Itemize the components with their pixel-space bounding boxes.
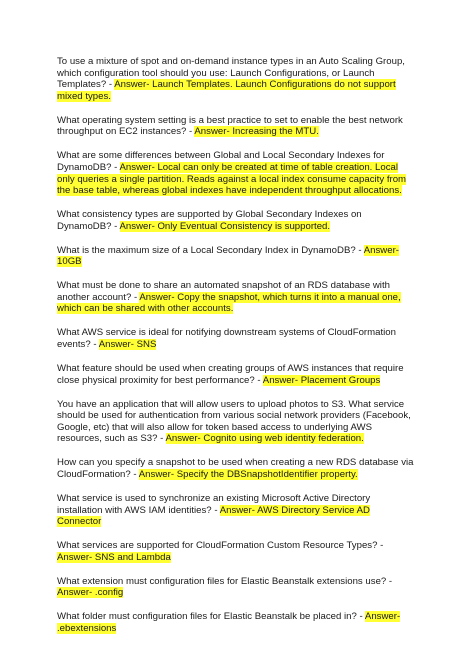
question-text: What are some differences between Global and Local Secondary Indexes for DynamoDB? - xyxy=(57,150,385,173)
answer-highlight: Answer- SNS xyxy=(98,339,157,351)
question-text: What feature should be used when creating groups of AWS instances that require close physical proximity for best performance? - xyxy=(57,363,404,386)
qa-item-14 xyxy=(57,611,416,634)
qa-item-7 xyxy=(57,327,416,350)
qa-item-10 xyxy=(57,457,416,480)
qa-item-2 xyxy=(57,115,416,138)
question-text: What folder must configuration files for Elastic Beanstalk be placed in? - xyxy=(57,611,365,623)
answer-highlight: Answer- Copy the snapshot, which turns it into a manual one, which can be shared with other accounts. xyxy=(57,291,401,315)
answer-highlight: Answer- Specify the DBSnapshotIdentifier property. xyxy=(138,468,358,480)
answer-highlight: Answer- Only Eventual Consistency is supported. xyxy=(119,220,331,232)
question-text: How can you specify a snapshot to be used when creating a new RDS database via CloudFormation? - xyxy=(57,457,414,480)
question-text: What extension must configuration files for Elastic Beanstalk extensions use? - xyxy=(57,575,393,587)
qa-item-8 xyxy=(57,363,416,386)
question-text: What consistency types are supported by Global Secondary Indexes on DynamoDB? - xyxy=(57,209,362,232)
qa-item-1 xyxy=(57,56,416,102)
question-text: What must be done to share an automated snapshot of an RDS database with another account? - xyxy=(57,280,390,303)
qa-item-11 xyxy=(57,493,416,528)
answer-highlight: Answer- 10GB xyxy=(57,244,400,268)
question-text: You have an application that will allow users to upload photos to S3. What service should be used for authentication from various social network providers (Facebook, Google, etc) that will also allow for token based access to underlying AWS resources, such as S3? - xyxy=(57,398,411,445)
qa-item-12 xyxy=(57,540,416,563)
qa-item-4 xyxy=(57,209,416,232)
answer-highlight: Answer- .ebextensions xyxy=(57,611,401,634)
qa-item-13 xyxy=(57,576,416,599)
answer-highlight: Answer- AWS Directory Service AD Connector xyxy=(57,504,370,528)
question-text: What is the maximum size of a Local Secondary Index in DynamoDB? - xyxy=(57,244,364,256)
answer-highlight: Answer- Local can only be created at time of table creation. Local only queries a single partition. Reads against a local index consume capacity from the base table, whereas global indexes have independent throughput allocations. xyxy=(57,161,407,197)
qa-item-6 xyxy=(57,280,416,315)
question-text: What AWS service is ideal for notifying downstream systems of CloudFormation events? - xyxy=(57,327,396,351)
answer-highlight: Answer- Cognito using web identity federation. xyxy=(165,433,364,445)
question-text: What service is used to synchronize an existing Microsoft Active Directory installation with AWS IAM identities? - xyxy=(57,492,371,516)
answer-highlight: Answer- Increasing the MTU. xyxy=(194,126,319,138)
answer-highlight: Answer- Launch Templates. Launch Configurations do not support mixed types. xyxy=(57,79,396,102)
question-text: To use a mixture of spot and on-demand instance types in an Auto Scaling Group, which configuration tool should you use: Launch Configurations, or Launch Templates? - xyxy=(57,56,405,91)
qa-item-5 xyxy=(57,245,416,268)
answer-highlight: Answer- .config xyxy=(57,587,124,599)
question-text: What services are supported for CloudFormation Custom Resource Types? - xyxy=(57,540,384,552)
answer-highlight: Answer- Placement Groups xyxy=(262,374,381,386)
answer-highlight: Answer- SNS and Lambda xyxy=(57,551,171,563)
question-text: What operating system setting is a best practice to set to enable the best network throughput on EC2 instances? - xyxy=(57,114,403,138)
qa-item-9 xyxy=(57,399,416,445)
qa-item-3 xyxy=(57,150,416,196)
